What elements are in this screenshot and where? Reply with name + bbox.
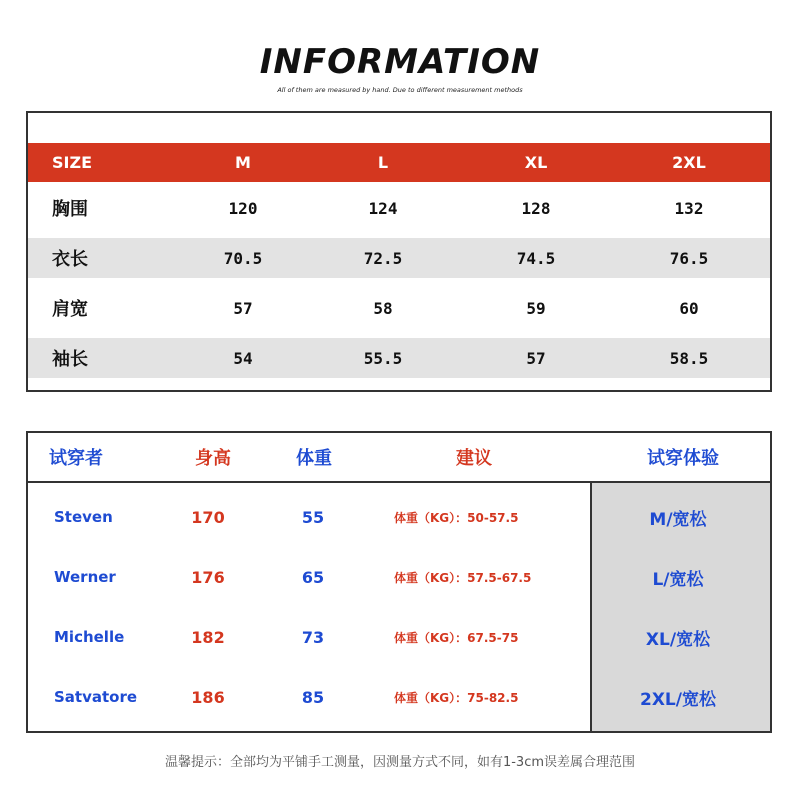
fit-row-werner bbox=[28, 557, 770, 597]
tester-fit: M/宽松 bbox=[649, 509, 707, 530]
col-fit-experience: 试穿体验 bbox=[647, 448, 719, 469]
col-tester: 试穿者 bbox=[49, 448, 103, 469]
value-cell: 54 bbox=[233, 348, 253, 368]
value-cell: 120 bbox=[228, 198, 258, 218]
tester-height: 182 bbox=[191, 627, 225, 647]
size-chart bbox=[26, 111, 772, 392]
tester-height: 176 bbox=[191, 567, 225, 587]
tester-weight: 55 bbox=[301, 507, 325, 527]
tester-suggestion: 体重（KG）：75-82.5 bbox=[394, 690, 519, 705]
tester-weight: 65 bbox=[301, 567, 325, 587]
value-cell: 60 bbox=[679, 298, 699, 318]
fit-row-steven bbox=[28, 497, 770, 537]
size-row-sleeve bbox=[28, 338, 770, 378]
page-subtitle: All of them are measured by hand. Due to different measurement methods bbox=[277, 86, 523, 94]
measurement-note: 温馨提示：全部均为平铺手工测量，因测量方式不同，如有1-3cm误差属合理范围 bbox=[164, 755, 636, 770]
tester-weight: 73 bbox=[301, 627, 325, 647]
tester-height: 186 bbox=[191, 687, 225, 707]
tester-fit: XL/宽松 bbox=[645, 629, 711, 650]
size-row-chest bbox=[28, 188, 770, 228]
value-cell: 59 bbox=[526, 298, 546, 318]
tester-fit: L/宽松 bbox=[652, 569, 704, 590]
value-cell: 72.5 bbox=[363, 248, 403, 268]
tester-name: Steven bbox=[54, 508, 113, 526]
col-m: M bbox=[235, 153, 251, 172]
row-label: 胸围 bbox=[52, 199, 88, 220]
value-cell: 57 bbox=[233, 298, 253, 318]
tester-name: Michelle bbox=[54, 628, 125, 646]
size-row-length bbox=[28, 238, 770, 278]
tester-height: 170 bbox=[191, 507, 225, 527]
row-label: 袖长 bbox=[52, 349, 88, 370]
tester-name: Werner bbox=[54, 568, 116, 586]
fit-chart bbox=[26, 431, 772, 733]
tester-weight: 85 bbox=[301, 687, 325, 707]
size-row-shoulder bbox=[28, 288, 770, 328]
col-suggestion: 建议 bbox=[456, 448, 492, 469]
fit-row-satvatore bbox=[28, 677, 770, 717]
tester-suggestion: 体重（KG）：57.5-67.5 bbox=[394, 570, 532, 585]
fit-row-michelle bbox=[28, 617, 770, 657]
col-weight: 体重 bbox=[296, 448, 332, 469]
row-label: 肩宽 bbox=[52, 299, 88, 320]
col-size: SIZE bbox=[51, 153, 92, 172]
value-cell: 58.5 bbox=[669, 348, 709, 368]
fit-chart-header bbox=[28, 433, 770, 483]
col-l: L bbox=[377, 153, 389, 172]
value-cell: 70.5 bbox=[223, 248, 263, 268]
value-cell: 128 bbox=[521, 198, 551, 218]
col-2xl: 2XL bbox=[672, 153, 706, 172]
row-label: 衣长 bbox=[52, 249, 88, 270]
tester-suggestion: 体重（KG）：67.5-75 bbox=[394, 630, 519, 645]
col-xl: XL bbox=[524, 153, 548, 172]
page-title: INFORMATION bbox=[259, 42, 541, 82]
size-chart-header bbox=[28, 143, 770, 182]
value-cell: 132 bbox=[674, 198, 704, 218]
col-height: 身高 bbox=[195, 448, 231, 469]
value-cell: 124 bbox=[368, 198, 398, 218]
tester-name: Satvatore bbox=[54, 688, 138, 706]
value-cell: 74.5 bbox=[516, 248, 556, 268]
tester-fit: 2XL/宽松 bbox=[640, 689, 716, 710]
value-cell: 76.5 bbox=[669, 248, 709, 268]
tester-suggestion: 体重（KG）：50-57.5 bbox=[394, 510, 519, 525]
value-cell: 57 bbox=[526, 348, 546, 368]
value-cell: 58 bbox=[373, 298, 393, 318]
value-cell: 55.5 bbox=[363, 348, 403, 368]
